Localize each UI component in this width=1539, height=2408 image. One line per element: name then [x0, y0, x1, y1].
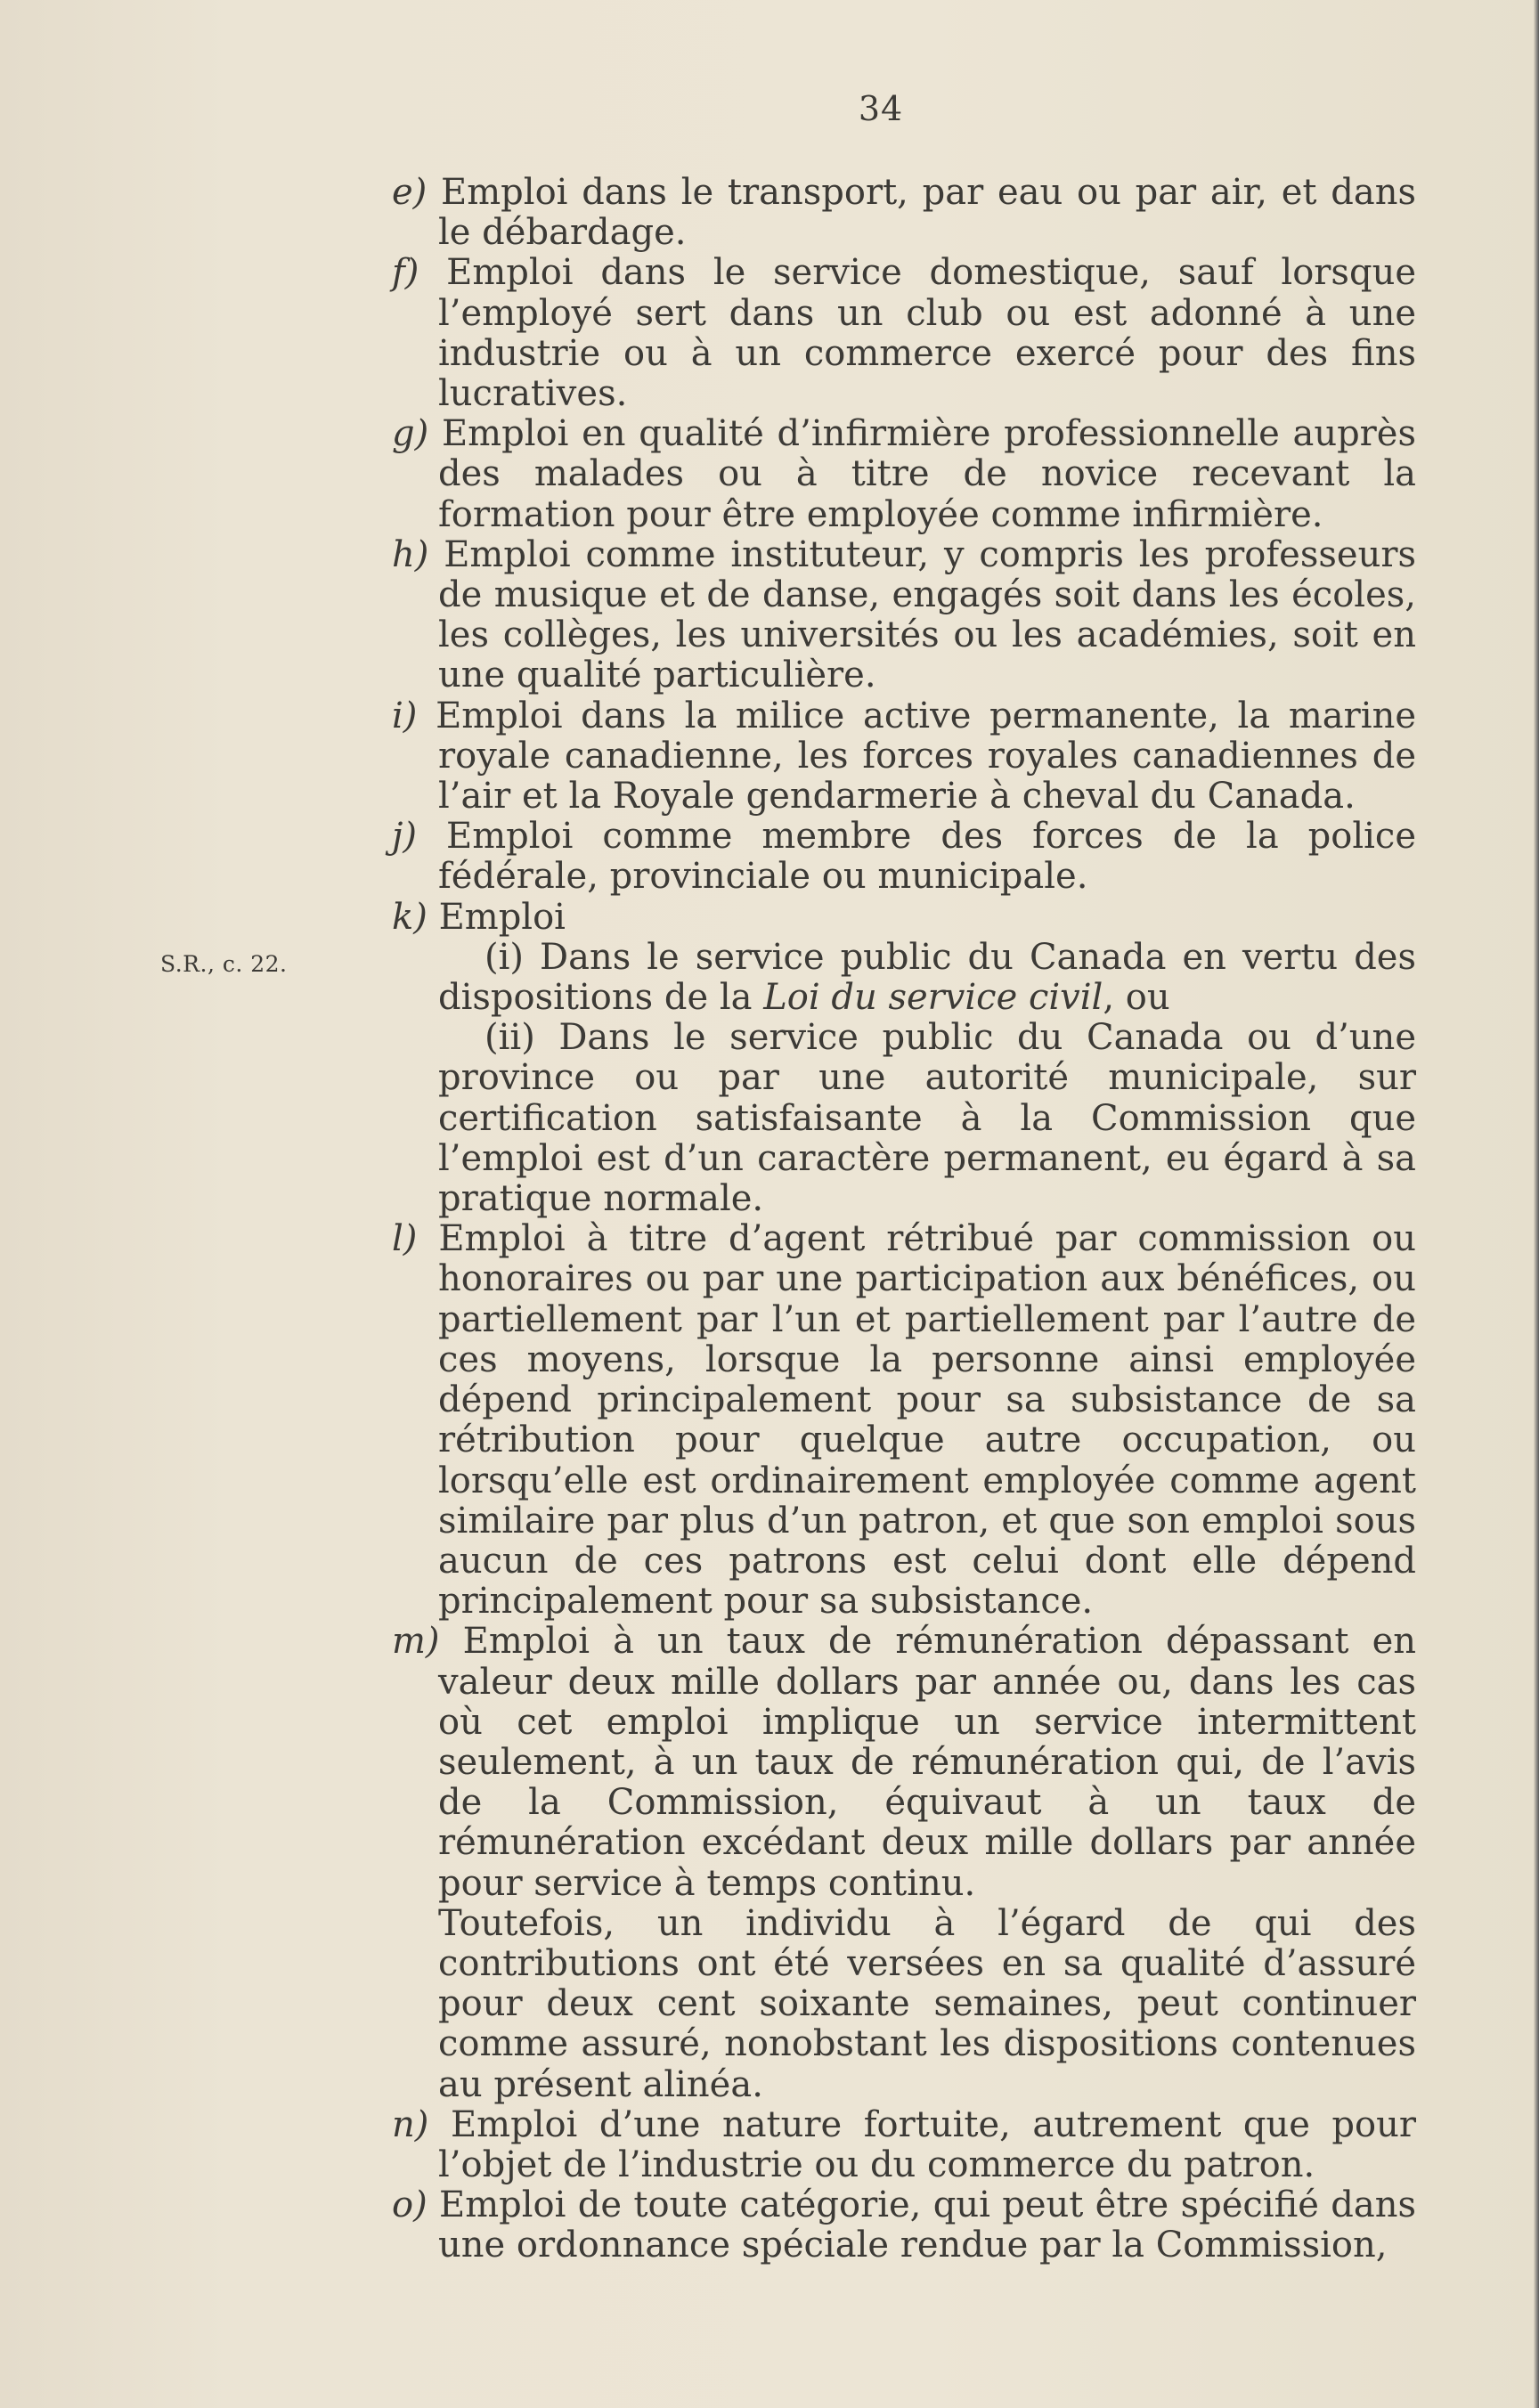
- item-text: Emploi comme membre des forces de la police fédérale, provinciale ou municipale.: [438, 816, 1417, 898]
- item-letter: i): [392, 695, 418, 736]
- paragraph-l: [392, 1219, 1416, 1622]
- subparagraph-tail: , ou: [1103, 977, 1170, 1019]
- item-text: Emploi à titre d’agent rétribué par commission ou honoraires ou par une participation aux bénéfices, ou partiellement par l’un et partiellement par l’autre de ces moyens, lorsque la personne ainsi employée dépend principalement pour sa subsistance de sa rétribution pour quelque autre occupation, ou lorsqu’elle est ordinairement employée comme agent similaire par plus d’un patron, et que son emploi sous aucun de ces patrons est celui dont elle dépend principalement pour sa subsistance.: [438, 1218, 1416, 1623]
- margin-note: S.R., c. 22.: [160, 951, 288, 977]
- paragraph-k: [392, 898, 1416, 938]
- item-text: Emploi en qualité d’infirmière professionnelle auprès des malades ou à titre de novice recevant la formation pour être employée comme infirmière.: [438, 413, 1417, 535]
- subparagraph-text: (i) Dans le service public du Canada en vertu des dispositions de la: [438, 936, 1416, 1019]
- act-citation: Loi du service civil: [763, 977, 1103, 1019]
- item-text: Emploi à un taux de rémunération dépassant en valeur deux mille dollars par année ou, dans les cas où cet emploi implique un service intermittent seulement, à un taux de rémunération qui, de l’avis de la Commission, équivaut à un taux de rémunération excédant deux mille dollars par année pour service à temps continu.: [438, 1621, 1417, 1904]
- page-edge: [1534, 0, 1539, 2408]
- item-letter: g): [392, 413, 429, 455]
- item-text: Emploi comme instituteur, y compris les professeurs de musique et de danse, engagés soit dans les écoles, les collèges, les universités ou les académies, soit en une qualité particulière.: [438, 533, 1416, 696]
- paragraph-o: [392, 2185, 1416, 2266]
- subparagraph-text: (ii) Dans le service public du Canada ou d’une province ou par une autorité municipale, sur certification satisfaisante à la Commission que l’emploi est d’un caractère permanent, eu égard à sa pratique normale.: [438, 1017, 1416, 1220]
- paragraph-f: [392, 253, 1416, 414]
- item-letter: f): [392, 252, 419, 294]
- item-letter: j): [392, 816, 418, 858]
- item-letter: n): [392, 2103, 429, 2145]
- paragraph-n: [392, 2105, 1416, 2185]
- subparagraph-k-ii: [392, 1018, 1416, 1219]
- item-letter: e): [392, 172, 428, 213]
- paragraph-e: [392, 173, 1416, 253]
- item-text: Emploi dans la milice active permanente, la marine royale canadienne, les forces royales canadiennes de l’air et la Royale gendarmerie à cheval du Canada.: [436, 695, 1417, 818]
- item-text: Emploi: [438, 896, 566, 938]
- item-text: Emploi d’une nature fortuite, autrement que pour l’objet de l’industrie ou du commerce du patron.: [438, 2103, 1416, 2185]
- item-letter: l): [392, 1218, 418, 1260]
- proviso-m: [392, 1904, 1416, 2105]
- paragraph-g: [392, 414, 1416, 535]
- item-letter: k): [392, 896, 428, 938]
- item-text: Emploi dans le transport, par eau ou par air, et dans le débardage.: [438, 172, 1417, 254]
- text-column: [392, 173, 1416, 2266]
- proviso-text: Toutefois, un individu à l’égard de qui des contributions ont été versées en sa qualité d’assuré pour deux cent soixante semaines, peut continuer comme assuré, nonobstant les dispositions contenues au présent alinéa.: [438, 1902, 1416, 2105]
- item-text: Emploi de toute catégorie, qui peut être spécifié dans une ordonnance spéciale rendue par la Commission,: [438, 2184, 1416, 2266]
- item-letter: h): [392, 533, 429, 575]
- paragraph-j: [392, 817, 1416, 897]
- item-letter: m): [392, 1621, 440, 1663]
- item-letter: o): [392, 2184, 428, 2226]
- paragraph-h: [392, 535, 1416, 696]
- subparagraph-k-i: [392, 938, 1416, 1018]
- paragraph-i: [392, 696, 1416, 818]
- paragraph-m: [392, 1622, 1416, 1903]
- item-text: Emploi dans le service domestique, sauf lorsque l’employé sert dans un club ou est adonné à une industrie ou à un commerce exercé pour des fins lucratives.: [438, 252, 1416, 415]
- page-number: 34: [858, 89, 904, 128]
